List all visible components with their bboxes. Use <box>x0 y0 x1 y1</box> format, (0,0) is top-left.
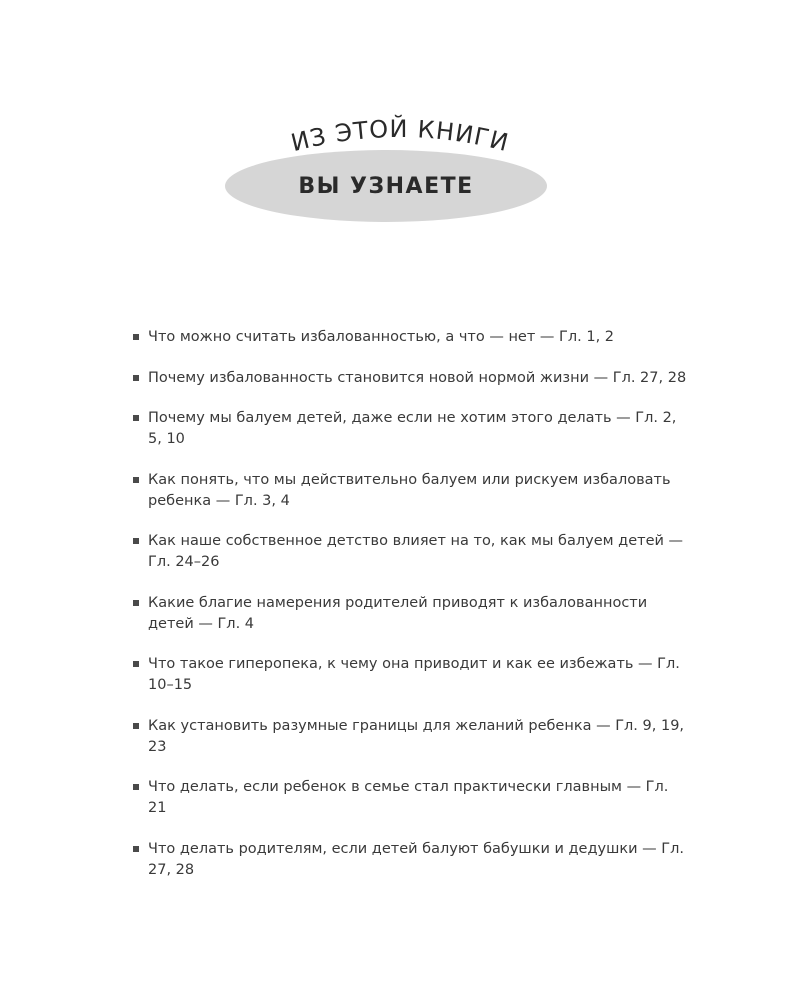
list-item <box>130 777 690 819</box>
list-item-text: Почему избалованность становится новой нормой жизни — Гл. 27, 28 <box>148 369 687 386</box>
square-bullet-icon <box>133 477 139 483</box>
square-bullet-icon <box>133 375 139 381</box>
list-item-text: Какие благие намерения родителей приводят к избалованности детей — Гл. 4 <box>148 594 648 632</box>
list-item <box>130 593 690 635</box>
list-item <box>130 839 690 881</box>
list-item-text: Что делать, если ребенок в семье стал практически главным — Гл. 21 <box>148 779 669 816</box>
list-item-text: Что такое гиперопека, к чему она приводит и как ее избежать — Гл. 10–15 <box>148 656 680 693</box>
square-bullet-icon <box>133 784 139 790</box>
list-item <box>130 654 690 696</box>
list-item-text: Как наше собственное детство влияет на то, как мы балуем детей — Гл. 24–26 <box>148 533 684 570</box>
list-item-text: Почему мы балуем детей, даже если не хотим этого делать — Гл. 2, 5, 10 <box>148 410 677 447</box>
square-bullet-icon <box>133 723 139 729</box>
square-bullet-icon <box>133 334 139 340</box>
square-bullet-icon <box>133 600 139 606</box>
list-item-text: Что можно считать избалованностью, а что — нет — Гл. 1, 2 <box>148 329 615 345</box>
square-bullet-icon <box>133 661 139 667</box>
list-item-text: Что делать родителям, если детей балуют бабушки и дедушки — Гл. 27, 28 <box>148 840 684 878</box>
title-ellipse <box>225 150 547 222</box>
list-item <box>130 327 690 348</box>
square-bullet-icon <box>133 415 139 421</box>
list-item <box>130 531 690 573</box>
list-item <box>130 368 690 389</box>
arc-title-path: ИЗ ЭТОЙ КНИГИ <box>288 114 512 158</box>
square-bullet-icon <box>133 846 139 852</box>
learn-list <box>130 327 690 900</box>
list-item <box>130 716 690 758</box>
book-header <box>0 0 800 240</box>
list-item-text: Как установить разумные границы для желаний ребенка — Гл. 9, 19, 23 <box>148 717 685 755</box>
list-item <box>130 408 690 450</box>
ellipse-title: ВЫ УЗНАЕТЕ <box>298 173 474 199</box>
list-item-text: Как понять, что мы действительно балуем или рискуем избаловать ребенка — Гл. 3, 4 <box>148 471 671 509</box>
square-bullet-icon <box>133 538 139 544</box>
list-item <box>130 470 690 512</box>
